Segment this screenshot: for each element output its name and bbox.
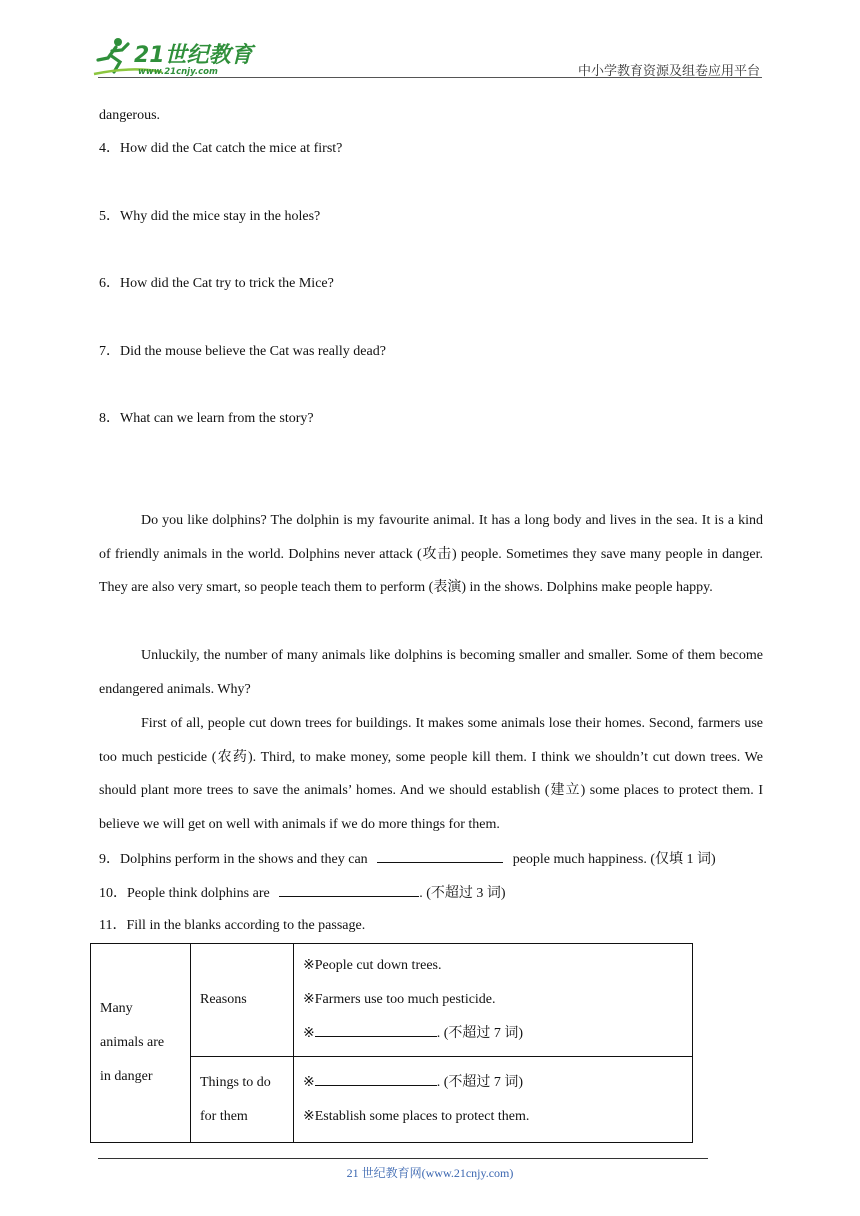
topic-line: in danger bbox=[100, 1069, 153, 1084]
things-content-cell bbox=[294, 1057, 693, 1143]
question-6 bbox=[99, 274, 334, 294]
question-7 bbox=[99, 342, 386, 362]
question-9 bbox=[99, 849, 716, 870]
header-platform-title: 中小学教育资源及组卷应用平台 bbox=[577, 63, 760, 78]
question-number: 4． bbox=[99, 141, 120, 156]
question-text: People think dolphins are bbox=[127, 886, 270, 901]
logo-text: 21世纪教育 bbox=[134, 43, 253, 68]
reason-blank-item bbox=[303, 1017, 683, 1051]
question-8 bbox=[99, 409, 314, 429]
bullet-mark: ※ bbox=[303, 1074, 315, 1090]
question-11 bbox=[99, 916, 365, 936]
reasons-label-cell bbox=[191, 944, 294, 1057]
question-number: 11． bbox=[99, 918, 127, 933]
things-label-line: Things to do bbox=[200, 1074, 271, 1090]
thing-item: ※Establish some places to protect them. bbox=[303, 1108, 530, 1124]
things-label-line: for them bbox=[200, 1108, 248, 1124]
table-topic-cell bbox=[91, 944, 191, 1143]
question-4 bbox=[99, 139, 342, 159]
question-text-after: people much happiness. (仅填 1 词) bbox=[512, 852, 716, 867]
question-10 bbox=[99, 883, 506, 904]
thing-blank-item bbox=[303, 1066, 683, 1100]
answer-blank-10[interactable] bbox=[279, 883, 419, 897]
question-text: Dolphins perform in the shows and they can bbox=[120, 852, 368, 867]
question-number: 6． bbox=[99, 276, 120, 291]
answer-blank-thing[interactable] bbox=[315, 1072, 437, 1086]
continuation-text: dangerous. bbox=[99, 108, 161, 123]
things-label-cell bbox=[191, 1057, 294, 1143]
logo-url: www.21cnjy.com bbox=[138, 67, 218, 77]
question-text: Fill in the blanks according to the passage. bbox=[126, 918, 366, 933]
passage-paragraph-1: Do you like dolphins? The dolphin is my favourite animal. It has a long body and lives in the sea. It is a kind of friendly animals in the world. Dolphins never attack (攻击) people. Sometimes they save many people in danger. They are also very smart, so people teach them to perform (表演) in the shows. Dolphins make people happy. bbox=[99, 513, 763, 596]
question-number: 5． bbox=[99, 209, 120, 224]
question-text: What can we learn from the story? bbox=[120, 411, 314, 426]
question-text: Did the mouse believe the Cat was really dead? bbox=[120, 344, 386, 359]
topic-line: animals are bbox=[100, 1035, 165, 1050]
topic-line: Many bbox=[100, 1001, 133, 1016]
question-text: Why did the mice stay in the holes? bbox=[120, 209, 321, 224]
footer-site-link[interactable]: 21 世纪教育网(www.21cnjy.com) bbox=[346, 1166, 514, 1180]
question-text: How did the Cat try to trick the Mice? bbox=[120, 276, 334, 291]
bullet-mark: ※ bbox=[303, 1026, 315, 1041]
question-number: 9． bbox=[99, 852, 120, 867]
question-number: 8． bbox=[99, 411, 120, 426]
answer-blank-reason[interactable] bbox=[315, 1023, 437, 1037]
answer-blank-9[interactable] bbox=[377, 849, 503, 863]
word-limit-note: . (不超过 7 词) bbox=[436, 1074, 524, 1090]
site-logo bbox=[92, 36, 262, 78]
footer-divider bbox=[98, 1158, 708, 1159]
question-5 bbox=[99, 207, 320, 227]
word-limit-note: . (不超过 7 词) bbox=[436, 1026, 524, 1041]
passage-paragraph-3: First of all, people cut down trees for buildings. It makes some animals lose their homes. Second, farmers use too much pesticide (农药). Third, to make money, some people kill them. I think we shouldn’t cut down trees. We should plant more trees to save the animals’ homes. And we should establish (建立) some places to protect them. I believe we will get on well with animals if we do more things for them. bbox=[99, 716, 763, 833]
question-number: 10． bbox=[99, 886, 127, 901]
reasons-label: Reasons bbox=[200, 992, 247, 1007]
question-text-after: . (不超过 3 词) bbox=[419, 886, 506, 901]
question-number: 7． bbox=[99, 344, 120, 359]
passage-paragraph-2: Unluckily, the number of many animals like dolphins is becoming smaller and smaller. Some of them become endangered animals. Why? bbox=[99, 648, 763, 697]
question-text: How did the Cat catch the mice at first? bbox=[120, 141, 343, 156]
fill-in-table bbox=[90, 943, 693, 1143]
reasons-content-cell bbox=[294, 944, 693, 1057]
reason-item: ※Farmers use too much pesticide. bbox=[303, 992, 496, 1007]
reason-item: ※People cut down trees. bbox=[303, 958, 442, 973]
header-divider bbox=[98, 77, 762, 78]
